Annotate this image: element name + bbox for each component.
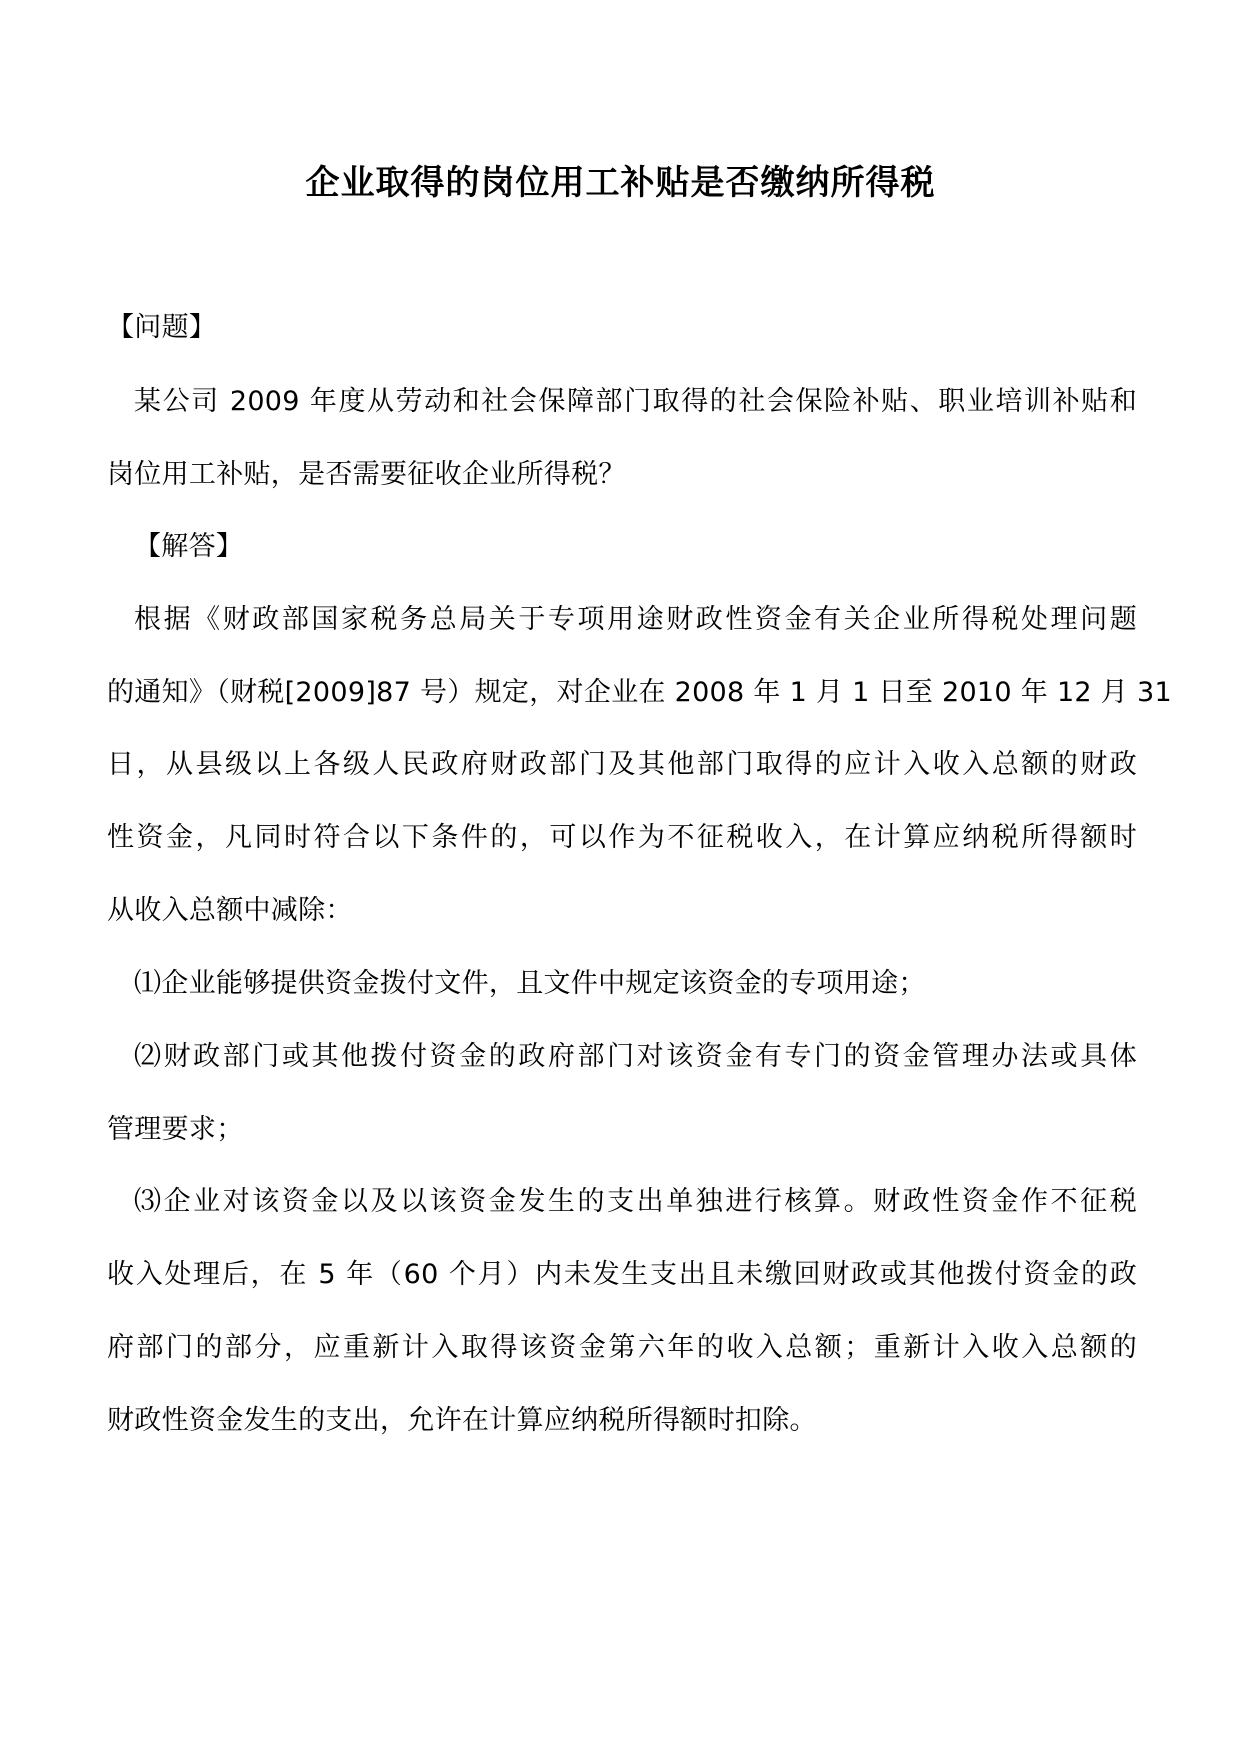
condition-1-line-1: ⑴企业能够提供资金拨付文件，且文件中规定该资金的专项用途； [134, 968, 926, 999]
condition-3-line-1: ⑶企业对该资金以及以该资金发生的支出单独进行核算。财政性资金作不征税 [134, 1186, 1137, 1217]
question-heading: 【问题】 [107, 312, 217, 343]
answer-line-4: 性资金，凡同时符合以下条件的，可以作为不征税收入，在计算应纳税所得额时 [107, 822, 1137, 853]
condition-3-line-2: 收入处理后，在 5 年（60 个月）内未发生支出且未缴回财政或其他拨付资金的政 [107, 1259, 1137, 1290]
condition-3-line-3: 府部门的部分，应重新计入取得该资金第六年的收入总额；重新计入收入总额的 [107, 1332, 1137, 1363]
condition-3-line-4: 财政性资金发生的支出，允许在计算应纳税所得额时扣除。 [107, 1405, 817, 1436]
condition-2-line-1: ⑵财政部门或其他拨付资金的政府部门对该资金有专门的资金管理办法或具体 [134, 1041, 1137, 1072]
answer-line-2: 的通知》（财税[2009]87 号）规定，对企业在 2008 年 1 月 1 日至 2010 年 12 月 31 [107, 677, 1172, 708]
question-line-1: 某公司 2009 年度从劳动和社会保障部门取得的社会保险补贴、职业培训补贴和 [134, 386, 1137, 417]
document-title: 企业取得的岗位用工补贴是否缴纳所得税 [305, 163, 936, 203]
answer-line-3: 日，从县级以上各级人民政府财政部门及其他部门取得的应计入收入总额的财政 [107, 749, 1137, 780]
answer-line-1: 根据《财政部国家税务总局关于专项用途财政性资金有关企业所得税处理问题 [134, 604, 1137, 635]
answer-line-5: 从收入总额中减除： [107, 895, 353, 926]
condition-2-line-2: 管理要求； [107, 1114, 244, 1145]
answer-heading: 【解答】 [134, 531, 244, 562]
question-line-2: 岗位用工补贴，是否需要征收企业所得税？ [107, 459, 626, 490]
